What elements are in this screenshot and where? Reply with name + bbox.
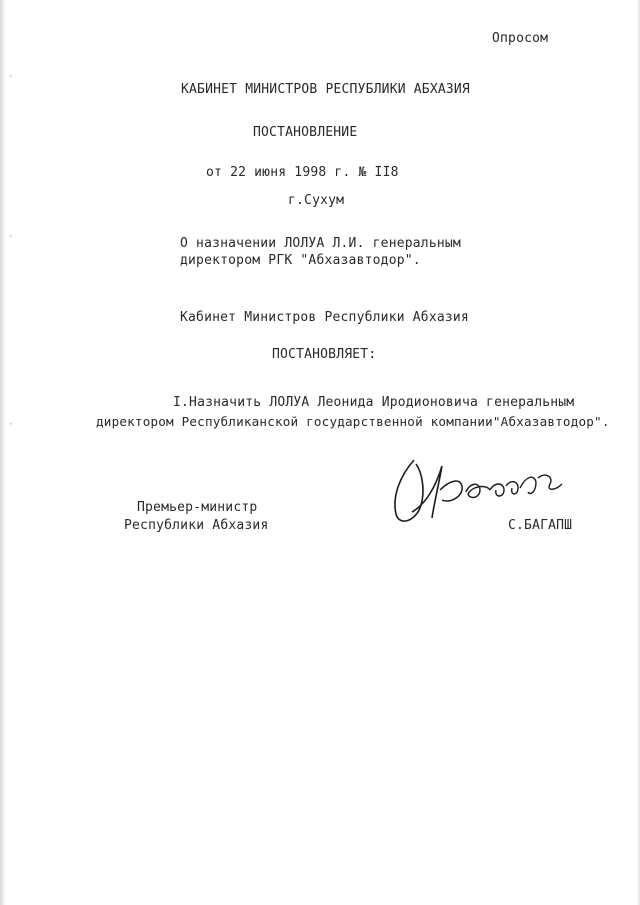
scan-hole-mark: ·	[8, 72, 14, 82]
preamble: Кабинет Министров Республики Абхазия	[180, 310, 469, 325]
resolves-heading: ПОСТАНОВЛЯЕТ:	[272, 347, 377, 362]
city: г.Сухум	[288, 193, 345, 208]
resolution-item-1-line-1: I.Назначить ЛОЛУА Леонида Иродионовича генеральным	[173, 395, 575, 410]
signatory-name: С.БАГАПШ	[508, 518, 573, 533]
subject-line-2: директором РГК "Абхазавтодор".	[180, 253, 421, 268]
document-type: ПОСТАНОВЛЕНИЕ	[253, 125, 358, 140]
signatory-title-2: Республики Абхазия	[124, 518, 269, 533]
signatory-title-1: Премьер-министр	[137, 500, 258, 515]
scan-left-edge	[0, 0, 6, 905]
scan-hole-mark: ·	[8, 420, 14, 430]
date-number-line: от 22 июня 1998 г. № II8	[206, 165, 399, 180]
scan-hole-mark: ·	[8, 232, 14, 242]
document-mark: Опросом	[492, 31, 549, 46]
resolution-item-1-line-2: директором Республиканской государственной компании"Абхазавтодор".	[96, 414, 610, 429]
issuer-header: КАБИНЕТ МИНИСТРОВ РЕСПУБЛИКИ АБХАЗИЯ	[181, 82, 470, 97]
subject-line-1: О назначении ЛОЛУА Л.И. генеральным	[180, 236, 461, 251]
